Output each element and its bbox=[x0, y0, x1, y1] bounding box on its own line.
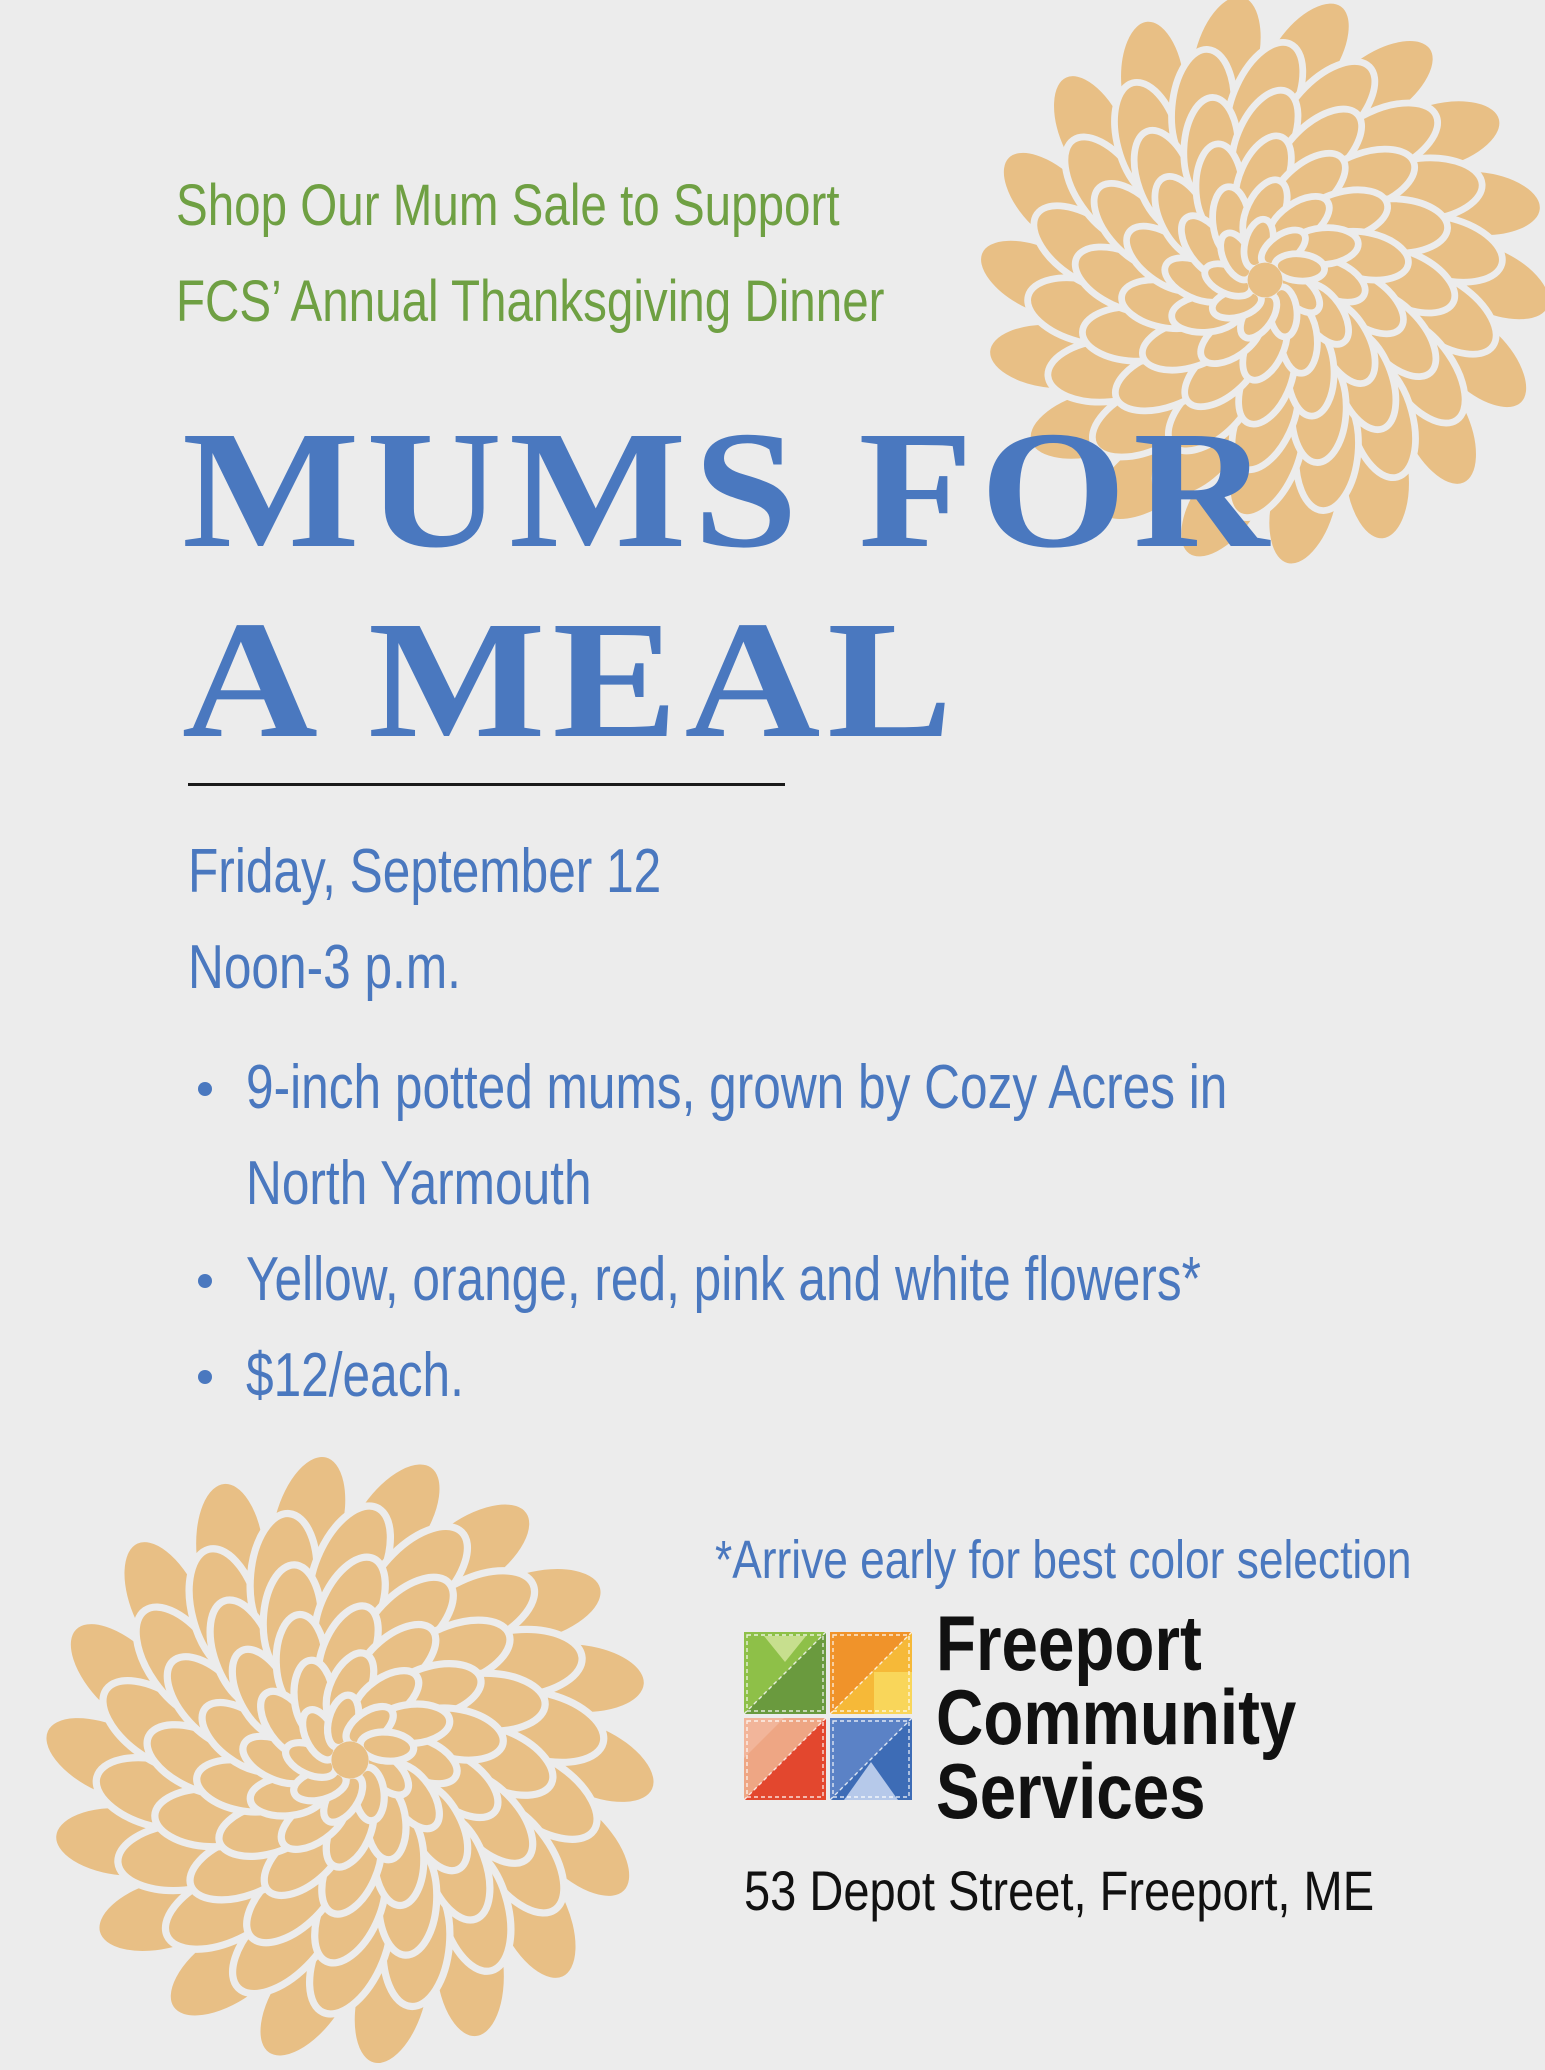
subtitle-line: Shop Our Mum Sale to Support bbox=[176, 173, 840, 238]
bullet-icon bbox=[198, 1082, 212, 1096]
organization-name-line: Community bbox=[936, 1673, 1297, 1761]
title-line: MUMS FOR bbox=[182, 397, 1276, 583]
event-hours: Noon-3 p.m. bbox=[188, 933, 461, 1002]
event-time bbox=[188, 824, 661, 1016]
page-title bbox=[182, 395, 1276, 775]
footnote: *Arrive early for best color selection bbox=[715, 1530, 1412, 1590]
organization-name-line: Services bbox=[936, 1747, 1206, 1835]
bullet-icon bbox=[198, 1370, 212, 1384]
chrysanthemum-icon bbox=[40, 1450, 660, 2070]
subtitle-line: FCS’ Annual Thanksgiving Dinner bbox=[176, 269, 885, 334]
list-item: 9-inch potted mums, grown by Cozy Acres in North Yarmouth bbox=[190, 1040, 1430, 1232]
details-list bbox=[190, 1040, 1430, 1424]
title-line: A MEAL bbox=[182, 587, 960, 773]
list-item: Yellow, orange, red, pink and white flowers* bbox=[190, 1232, 1430, 1328]
flower-center bbox=[1248, 263, 1283, 298]
subtitle bbox=[176, 158, 885, 350]
list-item: $12/each. bbox=[190, 1328, 1430, 1424]
address: 53 Depot Street, Freeport, ME bbox=[744, 1859, 1375, 1922]
divider bbox=[188, 783, 785, 786]
bullet-icon bbox=[198, 1274, 212, 1288]
event-date: Friday, September 12 bbox=[188, 837, 662, 906]
flower-center bbox=[331, 1741, 368, 1778]
organization-name-line: Freeport bbox=[936, 1599, 1202, 1687]
organization-name bbox=[936, 1599, 1297, 1835]
patchwork-quilt-logo-icon bbox=[744, 1632, 912, 1800]
